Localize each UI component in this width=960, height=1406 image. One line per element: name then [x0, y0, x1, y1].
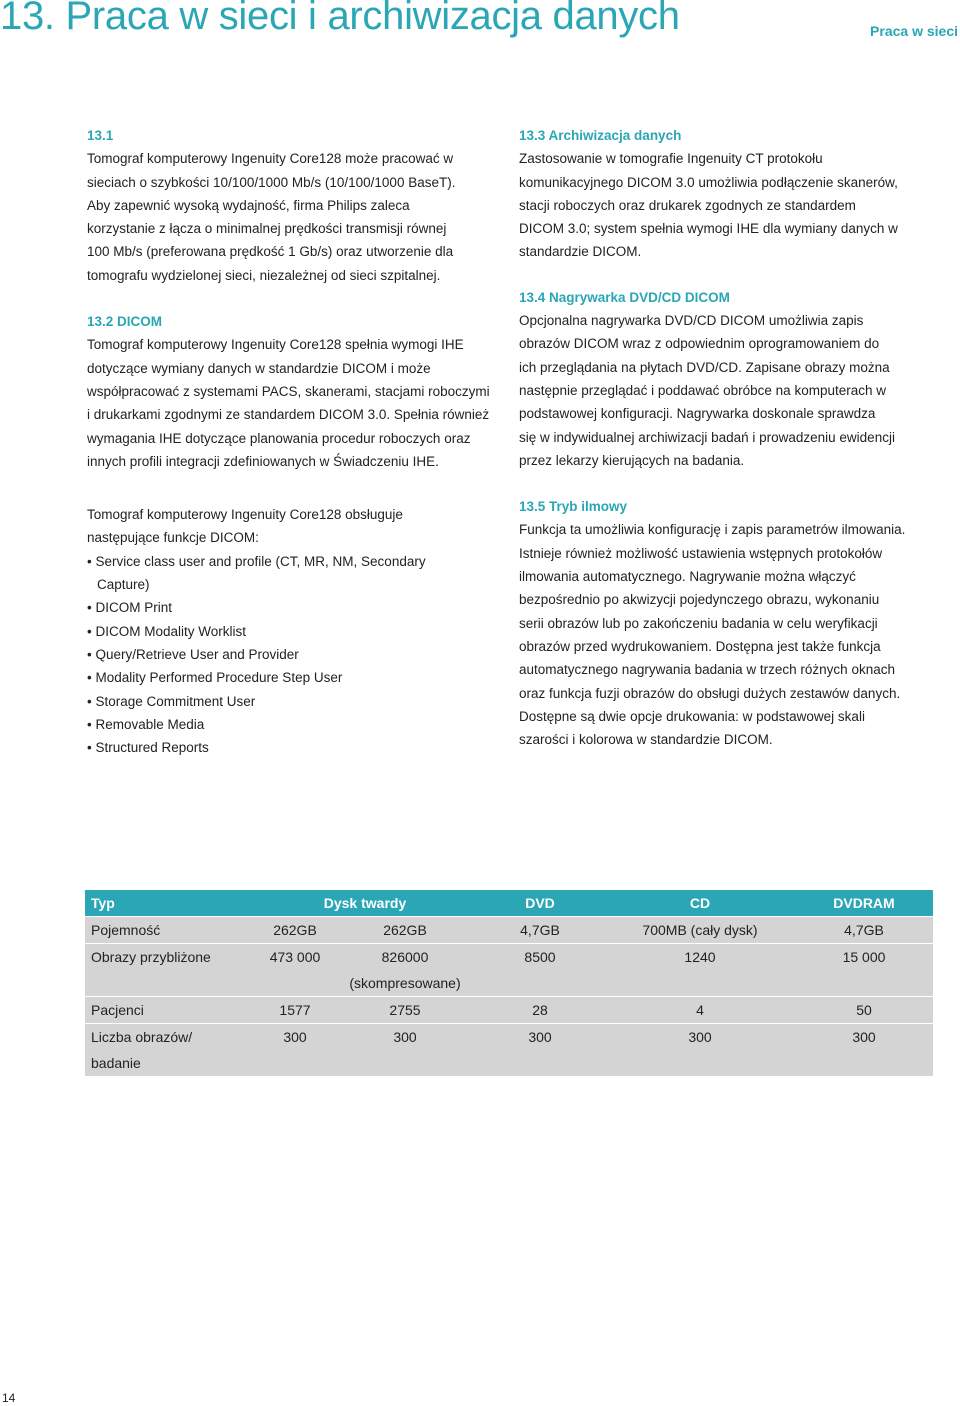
paragraph-line: DICOM 3.0; system spełnia wymogi IHE dla wymiany danych w: [519, 221, 898, 237]
table-cell: 700MB (cały dysk): [605, 917, 795, 944]
paragraph-line: szarości i kolorowa w standardzie DICOM.: [519, 732, 773, 748]
column-header: CD: [605, 890, 795, 917]
page-number: 14: [2, 1391, 16, 1405]
paragraph-line: obrazów DICOM wraz z odpowiednim oprogramowaniem do: [519, 336, 880, 352]
table-row: [85, 1024, 933, 1051]
paragraph-line: Tomograf komputerowy Ingenuity Core128 spełnia wymogi IHE: [87, 337, 464, 353]
paragraph-line: komunikacyjnego DICOM 3.0 umożliwia podłączenie skanerów,: [519, 174, 898, 190]
list-item: • Service class user and profile (CT, MR, NM, Secondary: [87, 553, 426, 569]
column-header: Typ: [85, 890, 255, 917]
paragraph-line: standardzie DICOM.: [519, 244, 642, 260]
table-cell: Obrazy przybliżone: [85, 944, 255, 971]
paragraph-line: Dostępne są dwie opcje drukowania: w podstawowej skali: [519, 708, 865, 724]
list-item: • Query/Retrieve User and Provider: [87, 646, 299, 662]
section-heading-13-3: 13.3 Archiwizacja danych: [519, 128, 682, 143]
table-cell: 300: [605, 1024, 795, 1051]
paragraph-line: ich przeglądania na płytach DVD/CD. Zapisane obrazy można: [519, 359, 890, 375]
table-cell: 262GB: [335, 917, 475, 944]
page-title: 13. Praca w sieci i archiwizacja danych: [0, 0, 680, 38]
paragraph-line: dotyczące wymiany danych w standardzie DICOM i może: [87, 360, 431, 376]
table-cell: 2755: [335, 997, 475, 1024]
table-cell: 1577: [255, 997, 335, 1024]
list-item: • Structured Reports: [87, 740, 209, 756]
table-cell: 300: [795, 1024, 933, 1051]
paragraph-line: wymagania IHE dotyczące planowania procedur roboczych oraz: [87, 430, 471, 446]
paragraph-line: oraz funkcja fuzji obrazów do obsługi dużych zestawów danych.: [519, 685, 901, 701]
column-header: DVDRAM: [795, 890, 933, 917]
paragraph-line: przez lekarzy kierujących na badania.: [519, 452, 745, 468]
section-heading-13-4: 13.4 Nagrywarka DVD/CD DICOM: [519, 289, 730, 305]
list-item: • Storage Commitment User: [87, 693, 256, 709]
table-cell: [255, 1050, 335, 1076]
paragraph-line: następujące funkcje DICOM:: [87, 530, 259, 546]
section-heading-13-1: 13.1: [87, 128, 114, 143]
paragraph-line: Funkcja ta umożliwia konfigurację i zapis parametrów ilmowania.: [519, 522, 906, 538]
table-cell: [605, 970, 795, 997]
paragraph-line: współpracować z systemami PACS, skanerami, stacjami roboczymi: [87, 383, 490, 399]
paragraph-line: 100 Mb/s (preferowana prędkość 1 Gb/s) oraz utworzenie dla: [87, 244, 454, 260]
table-cell: 28: [475, 997, 605, 1024]
paragraph-line: tomografu wydzielonej sieci, niezależnej od sieci szpitalnej.: [87, 267, 441, 283]
table-cell: 4,7GB: [795, 917, 933, 944]
table-cell: [795, 1050, 933, 1076]
table-row: [85, 1050, 933, 1076]
list-item: • Removable Media: [87, 716, 205, 732]
list-item: • Modality Performed Procedure Step User: [87, 670, 343, 686]
table-cell: [335, 1050, 475, 1076]
paragraph-line: bezpośrednio po akwizycji pojedynczego obrazu, wykonaniu: [519, 592, 880, 608]
table-cell: [795, 970, 933, 997]
table-cell: [475, 1050, 605, 1076]
table-cell: 826000: [335, 944, 475, 971]
right-column: [519, 124, 949, 751]
table-cell: 262GB: [255, 917, 335, 944]
section-heading-13-5: 13.5 Tryb ilmowy: [519, 499, 628, 515]
table-header-row: [85, 890, 933, 917]
table-cell: 300: [335, 1024, 475, 1051]
table-cell: [605, 1050, 795, 1076]
section-heading-13-2: 13.2 DICOM: [87, 314, 163, 330]
column-header: Dysk twardy: [255, 890, 475, 917]
paragraph-line: korzystanie z łącza o minimalnej prędkości transmisji równej: [87, 221, 447, 237]
paragraph-line: automatycznego nagrywania badania w trzech różnych oknach: [519, 662, 895, 678]
table-cell: 4,7GB: [475, 917, 605, 944]
column-header: DVD: [475, 890, 605, 917]
table-row: [85, 997, 933, 1024]
table-cell: 300: [475, 1024, 605, 1051]
list-item: • DICOM Print: [87, 600, 172, 616]
paragraph-line: Tomograf komputerowy Ingenuity Core128 obsługuje: [87, 507, 403, 523]
paragraph-line: Opcjonalna nagrywarka DVD/CD DICOM umożliwia zapis: [519, 313, 864, 329]
table-row: [85, 944, 933, 971]
paragraph-line: i drukarkami zgodnymi ze standardem DICOM 3.0. Spełnia również: [87, 407, 490, 423]
paragraph-line: ilmowania automatycznego. Nagrywanie można włączyć: [519, 569, 856, 585]
paragraph-line: następnie przeglądać i poddawać obróbce na komputerach w: [519, 382, 886, 398]
table-cell: Pojemność: [85, 917, 255, 944]
left-column: [87, 124, 517, 759]
table-cell: Pacjenci: [85, 997, 255, 1024]
table-cell: Liczba obrazów/: [85, 1024, 255, 1051]
table-row: [85, 970, 933, 997]
table-cell: 50: [795, 997, 933, 1024]
table-cell: [255, 970, 335, 997]
list-item: Capture): [97, 577, 150, 593]
paragraph-line: sieciach o szybkości 10/100/1000 Mb/s (10/100/1000 BaseT).: [87, 174, 456, 190]
table-cell: 4: [605, 997, 795, 1024]
paragraph-line: Tomograf komputerowy Ingenuity Core128 może pracować w: [87, 151, 454, 167]
table-cell: (skompresowane): [335, 970, 475, 997]
table-row: [85, 917, 933, 944]
paragraph-line: Aby zapewnić wysoką wydajność, firma Philips zaleca: [87, 197, 410, 213]
paragraph-line: Istnieje również możliwość ustawienia wstępnych protokołów: [519, 545, 883, 561]
list-item: • DICOM Modality Worklist: [87, 623, 246, 639]
paragraph-line: stacji roboczych oraz drukarek zgodnych ze standardem: [519, 197, 856, 213]
storage-capacity-table: [85, 890, 933, 1076]
table-cell: [475, 970, 605, 997]
paragraph-line: podstawowej konfiguracji. Nagrywarka doskonale sprawdza: [519, 406, 876, 422]
table-cell: 300: [255, 1024, 335, 1051]
table-cell: 15 000: [795, 944, 933, 971]
table-cell: badanie: [85, 1050, 255, 1076]
paragraph-line: serii obrazów lub po zakończeniu badania w celu weryfikacji: [519, 615, 878, 631]
table-cell: 1240: [605, 944, 795, 971]
table-cell: [85, 970, 255, 997]
table-cell: 8500: [475, 944, 605, 971]
table-cell: 473 000: [255, 944, 335, 971]
paragraph-line: się w indywidualnej archiwizacji badań i prowadzeniu ewidencji: [519, 429, 895, 445]
section-tag: Praca w sieci: [870, 23, 958, 39]
paragraph-line: obrazów przed wydrukowaniem. Dostępna jest także funkcja: [519, 638, 881, 654]
paragraph-line: Zastosowanie w tomografie Ingenuity CT protokołu: [519, 151, 823, 167]
paragraph-line: innych profili integracji zdefiniowanych w Świadczeniu IHE.: [87, 453, 439, 469]
